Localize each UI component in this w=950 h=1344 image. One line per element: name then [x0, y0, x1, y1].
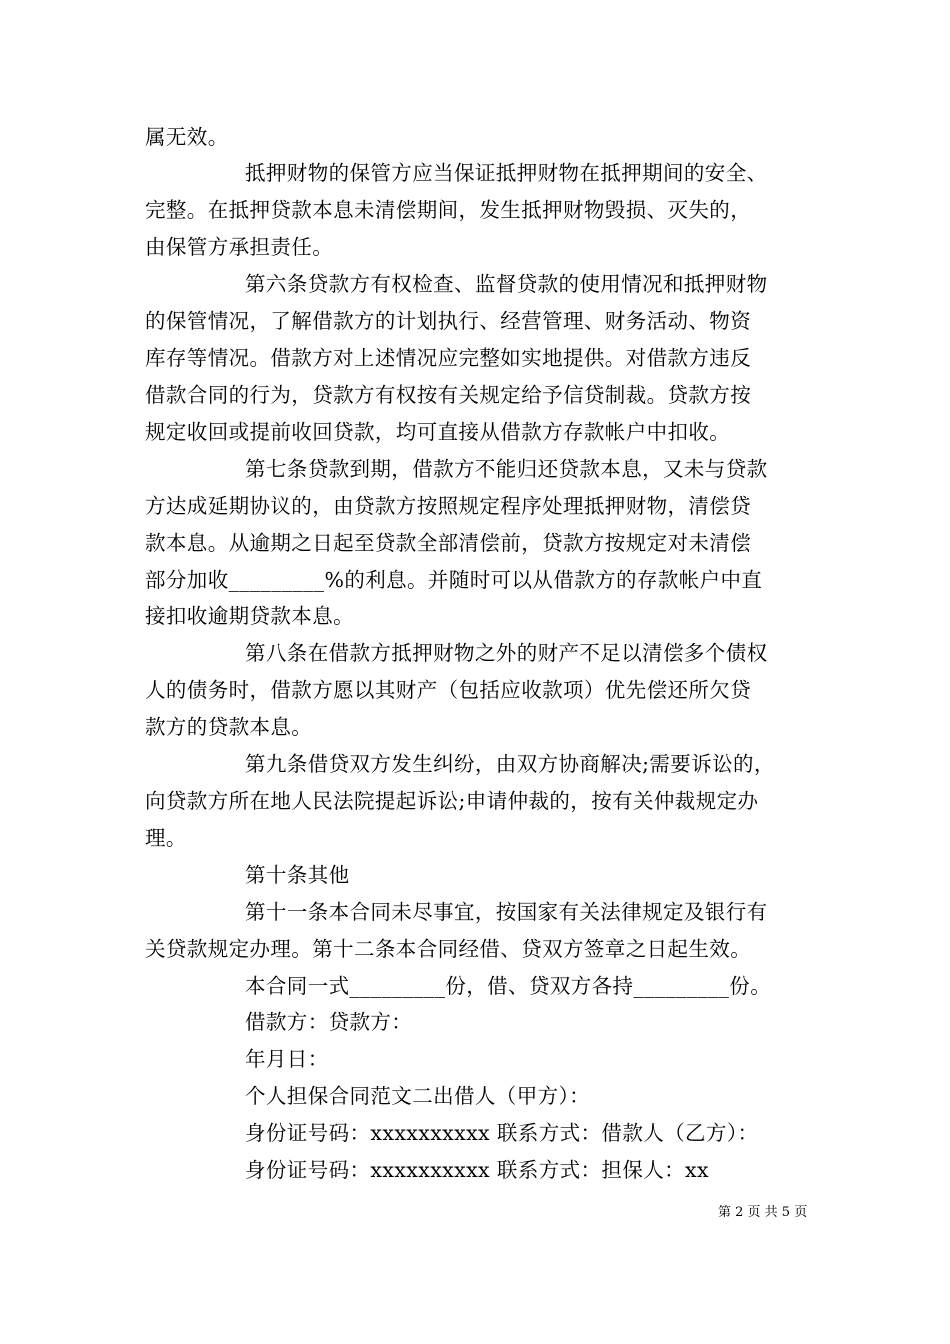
- paragraph-line: 个人担保合同范文二出借人（甲方）：: [245, 1084, 591, 1108]
- paragraph-line: 第九条借贷双方发生纠纷，由双方协商解决;需要诉讼的，: [245, 752, 775, 776]
- paragraph-line: 由保管方承担责任。: [145, 235, 334, 259]
- paragraph-line: 规定收回或提前收回贷款，均可直接从借款方存款帐户中扣收。: [145, 420, 731, 444]
- paragraph-line: 第七条贷款到期，借款方不能归还贷款本息，又未与贷款: [245, 457, 768, 481]
- paragraph-line: 人的债务时，借款方愿以其财产（包括应收款项）优先偿还所欠贷: [145, 678, 752, 702]
- signature-line: 借款方：贷款方：: [245, 1010, 413, 1034]
- paragraph-line: 部分加收_________%的利息。并随时可以从借款方的存款帐户中直: [145, 568, 763, 592]
- paragraph-line: 第六条贷款方有权检查、监督贷款的使用情况和抵押财物: [245, 272, 768, 296]
- paragraph-line: 的保管情况，了解借款方的计划执行、经营管理、财务活动、物资: [145, 309, 752, 333]
- paragraph-line: 理。: [145, 826, 187, 850]
- paragraph-line: 关贷款规定办理。第十二条本合同经借、贷双方签章之日起生效。: [145, 937, 752, 961]
- paragraph-line: 本合同一式_________份，借、贷双方各持_________份。: [245, 974, 772, 998]
- paragraph-line: 方达成延期协议的，由贷款方按照规定程序处理抵押财物，清偿贷: [145, 494, 752, 518]
- page-number-footer: 第 2 页 共 5 页: [718, 1205, 808, 1220]
- paragraph-line: 第八条在借款方抵押财物之外的财产不足以清偿多个债权: [245, 641, 768, 665]
- paragraph-line: 属无效。: [145, 125, 229, 149]
- paragraph-line: 库存等情况。借款方对上述情况应完整如实地提供。对借款方违反: [145, 346, 752, 370]
- paragraph-line: 向贷款方所在地人民法院提起诉讼;申请仲裁的，按有关仲裁规定办: [145, 789, 759, 813]
- paragraph-line: 第十一条本合同未尽事宜，按国家有关法律规定及银行有: [245, 900, 768, 924]
- paragraph-line: 款方的贷款本息。: [145, 715, 313, 739]
- paragraph-line: 接扣收逾期贷款本息。: [145, 604, 354, 628]
- paragraph-line: 借款合同的行为，贷款方有权按有关规定给予信贷制裁。贷款方按: [145, 383, 752, 407]
- paragraph-line: 身份证号码：xxxxxxxxxx 联系方式：担保人：xx: [245, 1158, 709, 1182]
- paragraph-line: 完整。在抵押贷款本息未清偿期间，发生抵押财物毁损、灭失的，: [145, 198, 752, 222]
- paragraph-line: 身份证号码：xxxxxxxxxx 联系方式：借款人（乙方）：: [245, 1121, 759, 1145]
- paragraph-line: 款本息。从逾期之日起至贷款全部清偿前，贷款方按规定对未清偿: [145, 531, 752, 555]
- section-heading: 第十条其他: [245, 863, 350, 887]
- date-line: 年月日：: [245, 1047, 329, 1071]
- paragraph-line: 抵押财物的保管方应当保证抵押财物在抵押期间的安全、: [245, 161, 768, 185]
